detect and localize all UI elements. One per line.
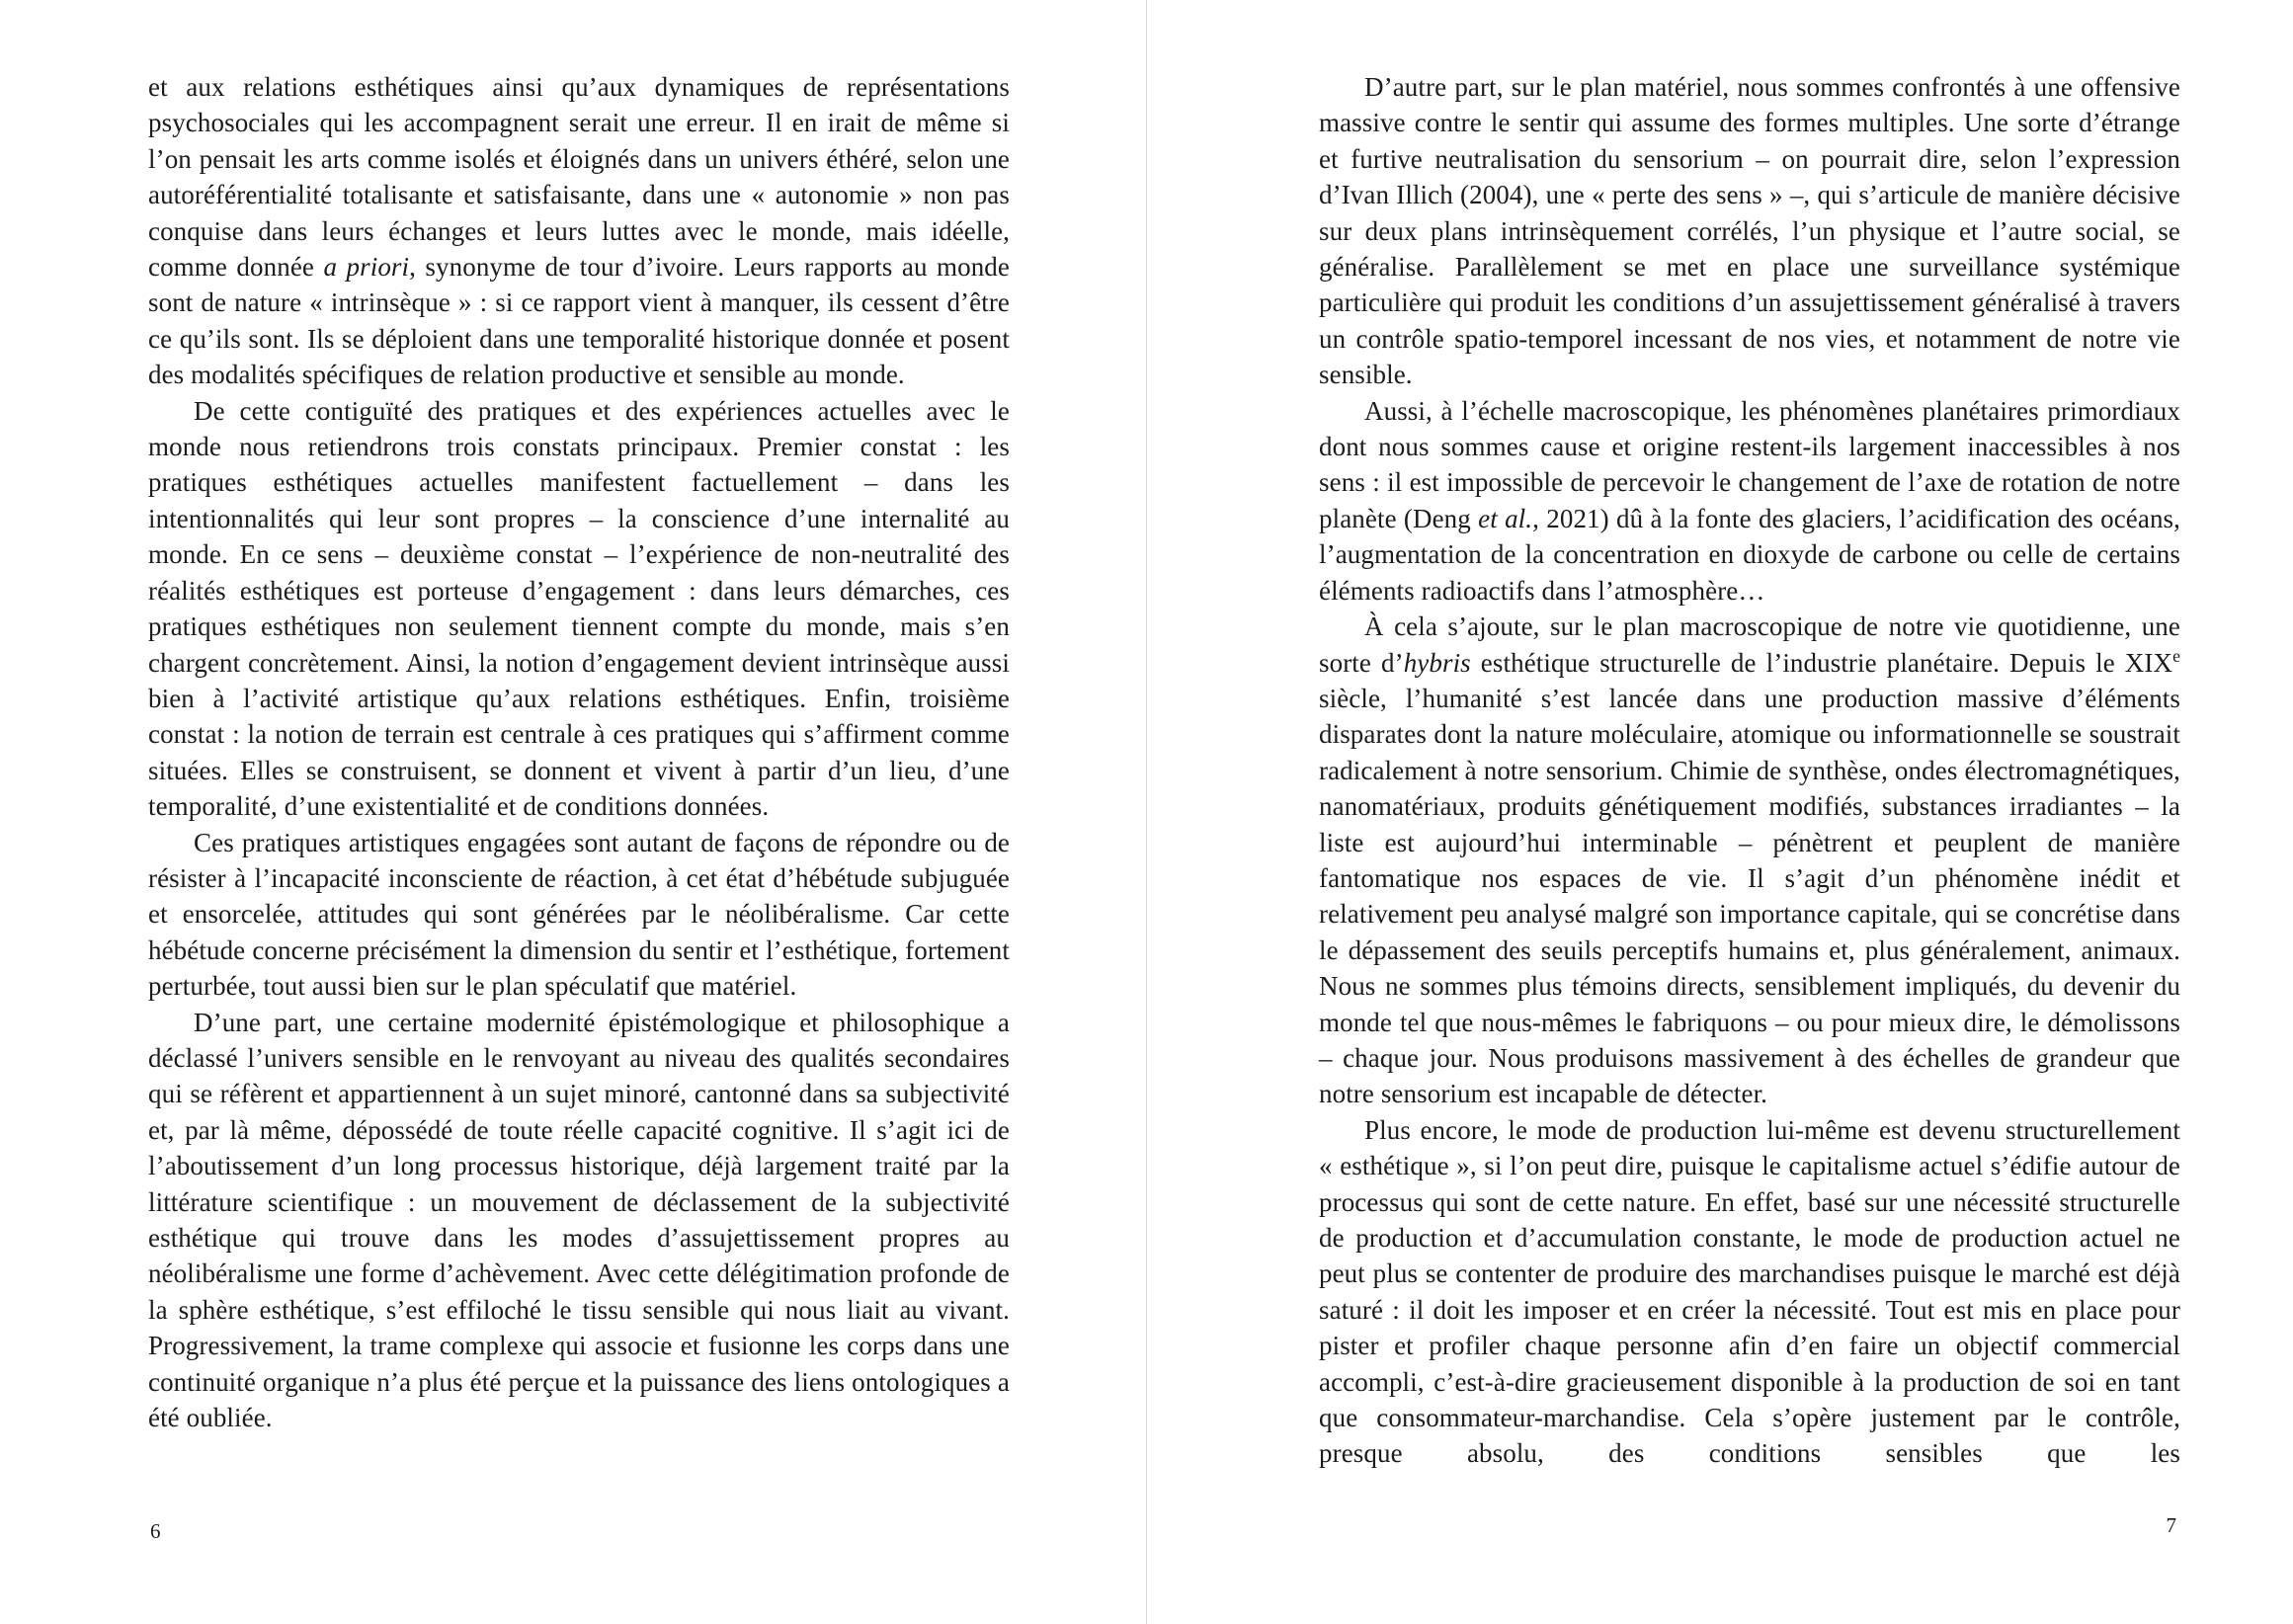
paragraph: Aussi, à l’échelle macroscopique, les phénomènes planétaires primordiaux dont nous sommes cause et origine restent-ils largement inaccessibles à nos sens : il est impossible de percevoir le changement de l’axe de rotation de notre planète (Deng et al., 2021) dû à la fonte des glaciers, l’acidification des océans, l’augmentation de la concentration en dioxyde de carbone ou celle de certains éléments radioactifs dans l’atmosphère…	[1319, 395, 2180, 606]
paragraph: Plus encore, le mode de production lui-même est devenu structurellement « esthétique », si l’on peut dire, puisque le capitalisme actuel s’édifie autour de processus qui sont de cette nature. En effet, basé sur une nécessité structurelle de production et d’accumulation constante, le mode de production actuel ne peut plus se contenter de produire des marchandises puisque le marché est déjà saturé : il doit les imposer et en créer la nécessité. Tout est mis en place pour pister et profiler chaque personne afin d’en faire un objectif commercial accompli, c’est-à-dire gracieusement disponible à la production de soi en tant que consommateur-marchandise. Cela s’opère justement par le contrôle, presque absolu, des conditions sensibles que les	[1319, 1114, 2180, 1469]
paragraph: À cela s’ajoute, sur le plan macroscopique de notre vie quotidienne, une sorte d’hybris esthétique structurelle de l’industrie planétaire. Depuis le XIXe siècle, l’humanité s’est lancée dans une production massive d’éléments disparates dont la nature moléculaire, atomique ou informationnelle se soustrait radicalement à notre sensorium. Chimie de synthèse, ondes électromagnétiques, nanomatériaux, produits génétiquement modifiés, substances irradiantes – la liste est aujourd’hui interminable – pénètrent et peuplent de manière fantomatique nos espaces de vie. Il s’agit d’un phénomène inédit et relativement peu analysé malgré son importance capitale, qui se concrétise dans le dépassement des seuils perceptifs humains et, plus généralement, animaux. Nous ne sommes plus témoins directs, sensiblement impliqués, du devenir du monde tel que nous-mêmes le fabriquons – ou pour mieux dire, le démolissons – chaque jour. Nous produisons massivement à des échelles de grandeur que notre sensorium est incapable de détecter.	[1319, 611, 2180, 1109]
paragraph: De cette contiguïté des pratiques et des expériences actuelles avec le monde nous retiendrons trois constats principaux. Premier constat : les pratiques esthétiques actuelles manifestent factuellement – dans les intentionnalités qui leur sont propres – la conscience d’une internalité au monde. En ce sens – deuxième constat – l’expérience de non-neutralité des réalités esthétiques est porteuse d’engagement : dans leurs démarches, ces pratiques esthétiques non seulement tiennent compte du monde, mais s’en chargent concrètement. Ainsi, la notion d’engagement devient intrinsèque aussi bien à l’activité artistique qu’aux relations esthétiques. Enfin, troisième constat : la notion de terrain est centrale à ces pratiques qui s’affirment comme situées. Elles se construisent, se donnent et vivent à partir d’un lieu, d’une temporalité, d’une existentialité et de conditions données.	[148, 395, 1010, 822]
page-right-text	[1319, 69, 2180, 1472]
paragraph: Ces pratiques artistiques engagées sont autant de façons de répondre ou de résister à l’incapacité inconsciente de réaction, à cet état d’hébétude subjuguée et ensorcelée, attitudes qui sont générées par le néolibéralisme. Car cette hébétude concerne précisément la dimension du sentir et l’esthétique, fortement perturbée, tout aussi bien sur le plan spéculatif que matériel.	[148, 827, 1010, 1002]
page-left-text	[148, 69, 1010, 1435]
paragraph: D’une part, une certaine modernité épistémologique et philosophique a déclassé l’univers sensible en le renvoyant au niveau des qualités secondaires qui se réfèrent et appartiennent à un sujet minoré, cantonné dans sa subjectivité et, par là même, dépossédé de toute réelle capacité cognitive. Il s’agit ici de l’aboutissement d’un long processus historique, déjà largement traité par la littérature scientifique : un mouvement de déclassement de la subjectivité esthétique qui trouve dans les modes d’assujettissement propres au néolibéralisme une forme d’achèvement. Avec cette délégitimation profonde de la sphère esthétique, s’est effiloché le tissu sensible qui nous liait au vivant. Progressivement, la trame complexe qui associe et fusionne les corps dans une continuité organique n’a plus été perçue et la puissance des liens ontologiques a été oubliée.	[148, 1007, 1010, 1433]
paragraph: D’autre part, sur le plan matériel, nous sommes confrontés à une offensive massive contre le sentir qui assume des formes multiples. Une sorte d’étrange et furtive neutralisation du sensorium – on pourrait dire, selon l’expression d’Ivan Illich (2004), une « perte des sens » –, qui s’articule de manière décisive sur deux plans intrinsèquement corrélés, l’un physique et l’autre social, se généralise. Parallèlement se met en place une surveillance systémique particulière qui produit les conditions d’un assujettissement généralisé à travers un contrôle spatio-temporel incessant de nos vies, et notamment de notre vie sensible.	[1319, 72, 2180, 390]
page-number-right: 7	[2166, 1513, 2176, 1537]
paragraph: et aux relations esthétiques ainsi qu’aux dynamiques de représentations psychosociales qui les accompagnent serait une erreur. Il en irait de même si l’on pensait les arts comme isolés et éloignés dans un univers éthéré, selon une autoréférentialité totalisante et satisfaisante, dans une « autonomie » non pas conquise dans leurs échanges et leurs luttes avec le monde, mais idéelle, comme donnée a priori, synonyme de tour d’ivoire. Leurs rapports au monde sont de nature « intrinsèque » : si ce rapport vient à manquer, ils cessent d’être ce qu’ils sont. Ils se déploient dans une temporalité historique donnée et posent des modalités spécifiques de relation productive et sensible au monde.	[148, 72, 1010, 390]
page-gutter-divider	[1146, 0, 1147, 1624]
page-number-left: 6	[150, 1519, 161, 1543]
